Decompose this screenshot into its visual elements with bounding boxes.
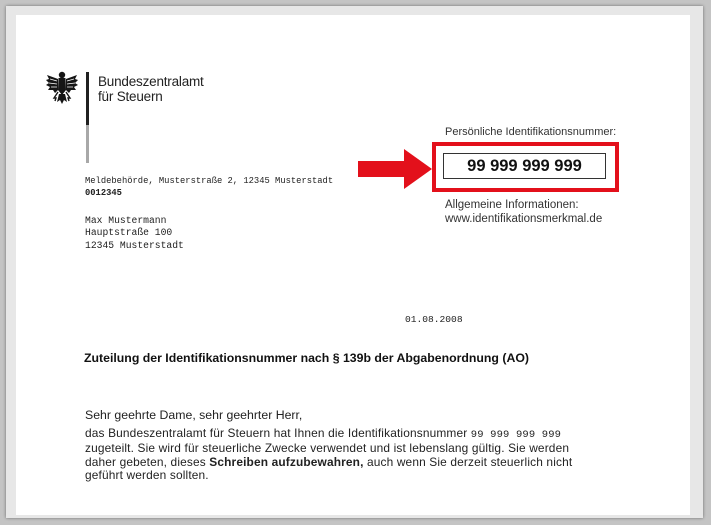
letter-salutation: Sehr geehrte Dame, sehr geehrter Herr, bbox=[85, 408, 303, 422]
general-info-label: Allgemeine Informationen: bbox=[445, 199, 579, 211]
letter-date: 01.08.2008 bbox=[405, 314, 463, 325]
id-number-label: Persönliche Identifikationsnummer: bbox=[445, 126, 617, 138]
id-number: 99 999 999 999 bbox=[443, 153, 606, 179]
body-id-number: 99 999 999 999 bbox=[470, 429, 562, 441]
body-line-1 bbox=[85, 427, 650, 442]
body-line-3-bold: Schreiben aufzubewahren, bbox=[209, 454, 364, 469]
recipient-name: Max Mustermann bbox=[85, 215, 167, 226]
sender-block bbox=[85, 175, 333, 199]
general-info-url: www.identifikationsmerkmal.de bbox=[445, 212, 603, 225]
sender-reference: 0012345 bbox=[85, 188, 122, 198]
federal-eagle-icon bbox=[46, 70, 78, 106]
body-line-2: zugeteilt. Sie wird für steuerliche Zwecke verwendet und ist lebenslang gültig. Sie werden bbox=[85, 441, 570, 456]
body-line-3 bbox=[85, 456, 650, 469]
general-info bbox=[445, 199, 602, 226]
body-line-1-text: das Bundeszentralamt für Steuern hat Ihnen die Identifikationsnummer bbox=[85, 426, 471, 440]
recipient-street: Hauptstraße 100 bbox=[85, 227, 173, 239]
body-line-4: geführt werden sollten. bbox=[85, 467, 209, 482]
agency-name-line1: Bundeszentralamt bbox=[98, 74, 204, 89]
letter-subject: Zuteilung der Identifikationsnummer nach § 139b der Abgabenordnung (AO) bbox=[84, 351, 529, 365]
body-line-3-pre: daher gebeten, dieses bbox=[85, 454, 210, 469]
recipient-address bbox=[85, 215, 184, 252]
body-line-3-post: auch wenn Sie derzeit steuerlich nicht bbox=[363, 454, 573, 469]
id-highlight-box bbox=[432, 142, 619, 192]
letterhead-divider-bar bbox=[86, 72, 89, 163]
recipient-city: 12345 Musterstadt bbox=[85, 239, 184, 251]
letter-page bbox=[16, 15, 690, 515]
letter-body bbox=[85, 427, 650, 482]
sender-address: Meldebehörde, Musterstraße 2, 12345 Musterstadt bbox=[85, 176, 334, 186]
agency-name-line2: für Steuern bbox=[98, 89, 163, 104]
agency-name bbox=[98, 74, 204, 104]
letterhead-divider-grey bbox=[86, 125, 89, 163]
red-arrow-icon bbox=[358, 149, 432, 189]
screenshot-frame bbox=[6, 6, 703, 518]
